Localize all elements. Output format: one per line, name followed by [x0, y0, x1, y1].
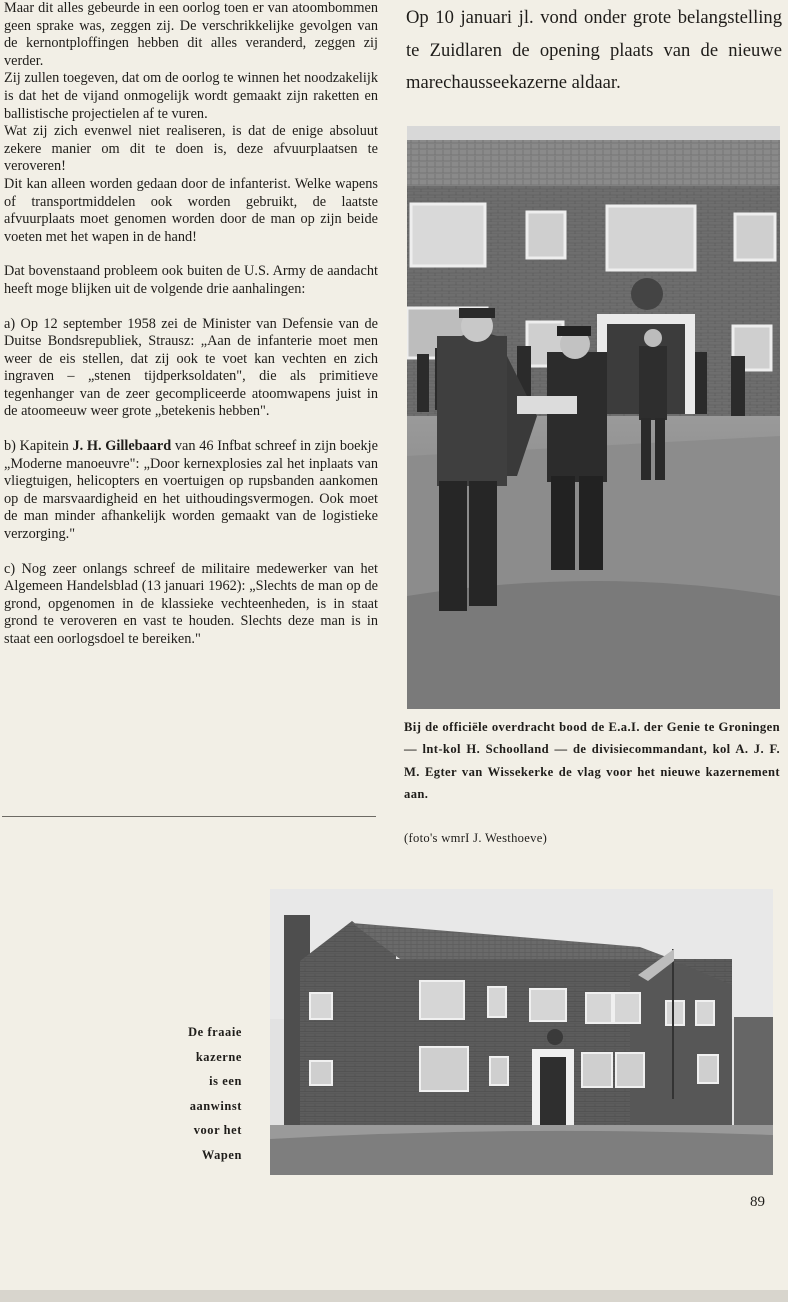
side-caption-line: voor het [193, 1123, 242, 1138]
paragraph-3: Wat zij zich evenwel niet realiseren, is dat de enige absoluut zekere manier om dit te doen is, deze afvuurplaatsen te veroveren! [4, 123, 378, 175]
side-caption-line: kazerne [195, 1049, 242, 1064]
side-caption [150, 1020, 242, 1168]
side-caption-line: is een [209, 1074, 242, 1089]
page-bottom-edge [0, 1290, 788, 1302]
photo-credit: (foto's wmrI J. Westhoeve) [404, 831, 548, 845]
quote-c: c) Nog zeer onlangs schreef de militaire medewerker van het Algemeen Handelsblad (13 januari 1962): „Slechts de man op de grond, opgenomen in de klassieke vechteenheden, is in staat grond te veroveren en vast te houden. Slechts deze man is in staat een oorlogsdoel te bereiken." [4, 560, 378, 647]
side-caption-line: aanwinst [189, 1098, 242, 1113]
intro-text: Op 10 januari jl. vond onder grote belangstelling te Zuidlaren de opening plaats van de nieuwe marechausseekazerne aldaar. [406, 7, 782, 93]
left-column-text [4, 0, 378, 649]
photo-caption: Bij de officiële overdracht bood de E.a.I. der Genie te Groningen — lnt-kol H. Schoolland — de divisiecommandant, kol A. J. F. M. Egter van Wissekerke de vlag voor het nieuwe kazernement aan. [404, 720, 780, 802]
quote-b-author: J. H. Gillebaard [72, 438, 172, 455]
quote-b [4, 438, 378, 544]
paragraph-5: Dat bovenstaand probleem ook buiten de U.S. Army de aandacht heeft moge blijken uit de volgende drie aanhalingen: [4, 263, 378, 297]
paragraph-4: Dit kan alleen worden gedaan door de infanterist. Welke wapens of transportmiddelen ook worden gebruikt, de laatste afvuurplaats moet genomen worden door de man op zijn beide voeten met het wapen in de hand! [4, 175, 378, 245]
paragraph-1: Maar dit alles gebeurde in een oorlog toen er van atoombommen geen sprake was, zeggen zij. De verschrikkelijke gevolgen van de kernontploffingen hebben dit alles veranderd, zeggen zij verder. [4, 0, 378, 69]
ceremony-photo [407, 126, 780, 709]
barracks-photo [270, 889, 773, 1175]
quote-b-text: van 46 Infbat schreef in zijn boekje „Moderne manoeuvre": „Door kernexplosies zal het inplaats van vliegtuigen, helicopters en voertuigen op rupsbanden aankomen op de marsvaardigheid en het uithoudingsvermogen. Ook moet de man minder afhankelijk worden gemaakt van de logistieke verzorging." [4, 438, 378, 543]
side-caption-line: Wapen [201, 1147, 242, 1162]
quote-b-prefix: b) Kapitein [4, 438, 73, 455]
side-caption-line: De fraaie [188, 1025, 242, 1039]
paragraph-2: Zij zullen toegeven, dat om de oorlog te winnen het noodzakelijk is dat het de vijand onmogelijk wordt gemaakt zijn raketten en ballistische projectielen af te vuren. [4, 70, 378, 122]
section-divider [2, 816, 376, 817]
quote-a: a) Op 12 september 1958 zei de Minister van Defensie van de Duitse Bondsrepubliek, Strausz: „Aan de infanterie moet men weer de eis stellen, dat zij ook te voet kan vechten en zich ingraven – „stenen tijdperksoldaten", die als primitieve tegenhanger van de zeer gecompliceerde atoomwapens juist in de atoomeeuw weer grote „betekenis hebben". [4, 315, 378, 420]
page-number: 89 [750, 1194, 765, 1210]
